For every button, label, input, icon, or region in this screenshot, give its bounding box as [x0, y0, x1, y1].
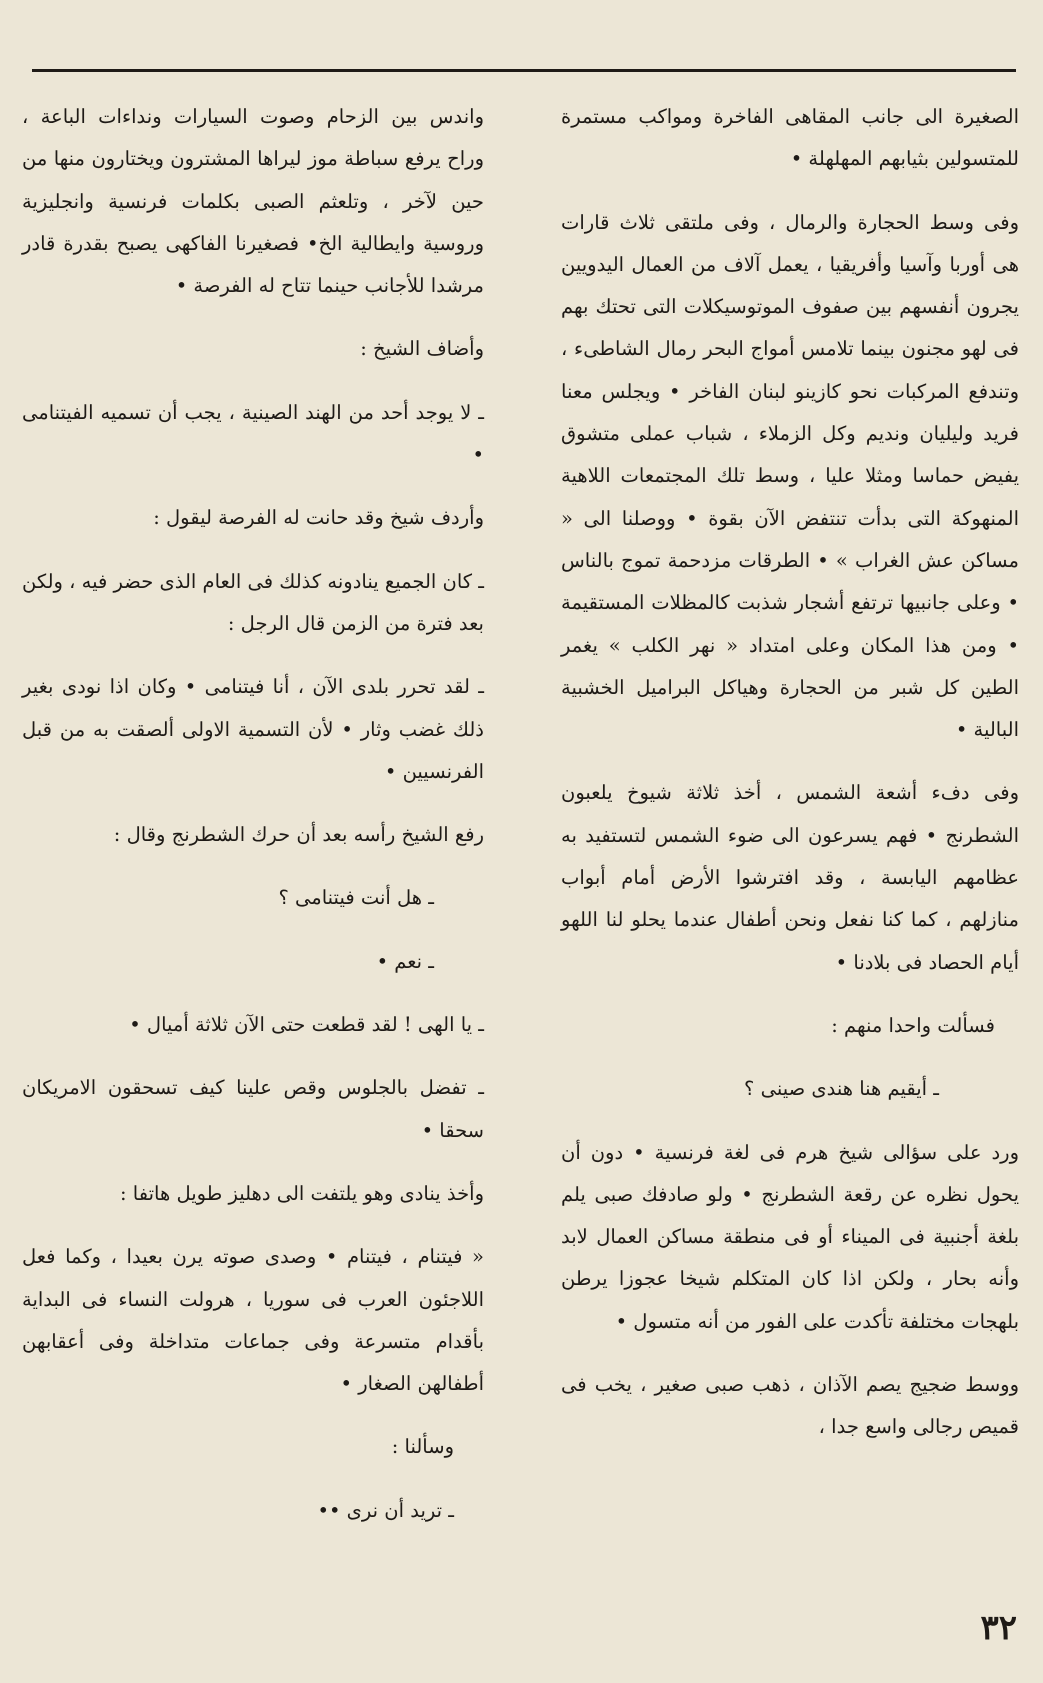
- paragraph: ورد على سؤالى شيخ هرم فى لغة فرنسية • دون أن يحول نظره عن رقعة الشطرنج • ولو صادفك صبى يلم بلغة أجنبية فى الميناء أو فى منطقة مساكن العمال لابد وأنه بحار ، ولكن اذا كان المتكلم شيخا عجوزا يرطن بلهجات مختلفة تأكدت على الفور من أنه متسول •: [561, 1140, 1019, 1333]
- left-column: [22, 96, 484, 1532]
- dialogue-line: ـ تريد أن نرى ••: [317, 1498, 454, 1522]
- dialogue-line: ـ أيقيم هنا هندى صينى ؟: [744, 1077, 939, 1101]
- header-rule: [32, 69, 1016, 72]
- paragraph: « فيتنام ، فيتنام • وصدى صوته يرن بعيدا ، وكما فعل اللاجئون العرب فى سوريا ، هرولت النساء فى البداية بأقدام متسرعة وفى جماعات متداخلة وفى أعقابهن أطفالهن الصغار •: [22, 1245, 484, 1396]
- dialogue-line: ـ هل أنت فيتنامى ؟: [278, 886, 434, 910]
- paragraph: فسألت واحدا منهم :: [831, 1013, 995, 1037]
- paragraph: وفى وسط الحجارة والرمال ، وفى ملتقى ثلاث قارات هى أوربا وآسيا وأفريقيا ، يعمل آلاف من العمال اليدويين يجرون أنفسهم بين صفوف الموتوسيكلات التى تحتك بهم فى لهو مجنون بينما تلامس أمواج البحر رمال الشاطىء ، وتندفع المركبات نحو كازينو لبنان الفاخر • ويجلس معنا فريد وليليان ونديم وكل الزملاء ، شباب عملى متشوق يفيض حماسا ومثلا عليا ، وسط تلك المجتمعات اللاهية المنهوكة التى بدأت تنتفض الآن بقوة • ووصلنا الى « مساكن عش الغراب » • الطرقات مزدحمة تموج بالناس • وعلى جانبيها ترتفع أشجار شذبت كالمظلات المستقيمة • ومن هذا المكان وعلى امتداد « نهر الكلب » يغمر الطين كل شبر من الحجارة وهياكل البراميل الخشبية البالية •: [561, 210, 1019, 742]
- paragraph: وفى دفء أشعة الشمس ، أخذ ثلاثة شيوخ يلعبون الشطرنج • فهم يسرعون الى ضوء الشمس لتستفيد به عظامهم اليابسة ، وقد افترشوا الأرض أمام أبواب منازلهم ، كما كنا نفعل ونحن أطفال عندما يحلو لنا اللهو أيام الحصاد فى بلادنا •: [561, 781, 1019, 974]
- dialogue-line: ـ كان الجميع ينادونه كذلك فى العام الذى حضر فيه ، ولكن بعد فترة من الزمن قال الرجل :: [22, 569, 484, 635]
- paragraph: وأردف شيخ وقد حانت له الفرصة ليقول :: [153, 506, 484, 530]
- paragraph: الصغيرة الى جانب المقاهى الفاخرة ومواكب مستمرة للمتسولين بثيابهم المهلهلة •: [561, 105, 1019, 171]
- right-column: [561, 96, 1019, 1449]
- dialogue-line: ـ لا يوجد أحد من الهند الصينية ، يجب أن تسميه الفيتنامى •: [22, 400, 484, 467]
- paragraph: واندس بين الزحام وصوت السيارات ونداءات الباعة ، وراح يرفع سباطة موز ليراها المشترون ويختارون منها من حين لآخر ، وتلعثم الصبى بكلمات فرنسية وانجليزية وروسية وايطالية الخ• فصغيرنا الفاكهى يصبح بقدرة قادر مرشدا للأجانب حينما تتاح له الفرصة •: [22, 105, 484, 298]
- paragraph: وسألنا :: [391, 1435, 454, 1459]
- paragraph: ووسط ضجيج يصم الآذان ، ذهب صبى صغير ، يخب فى قميص رجالى واسع جدا ،: [561, 1373, 1019, 1439]
- dialogue-line: ـ تفضل بالجلوس وقص علينا كيف تسحقون الامريكان سحقا •: [22, 1076, 484, 1142]
- page-number: ٣٢: [980, 1608, 1017, 1648]
- paragraph: رفع الشيخ رأسه بعد أن حرك الشطرنج وقال :: [113, 823, 484, 847]
- dialogue-line: ـ لقد تحرر بلدى الآن ، أنا فيتنامى • وكان اذا نودى بغير ذلك غضب وثار • لأن التسمية الاولى ألصقت به من قبل الفرنسيين •: [22, 675, 484, 783]
- dialogue-line: ـ نعم •: [376, 949, 434, 973]
- dialogue-line: ـ يا الهى ! لقد قطعت حتى الآن ثلاثة أميال •: [129, 1013, 484, 1037]
- paragraph: وأخذ ينادى وهو يلتفت الى دهليز طويل هاتفا :: [120, 1181, 484, 1205]
- paragraph: وأضاف الشيخ :: [360, 337, 484, 361]
